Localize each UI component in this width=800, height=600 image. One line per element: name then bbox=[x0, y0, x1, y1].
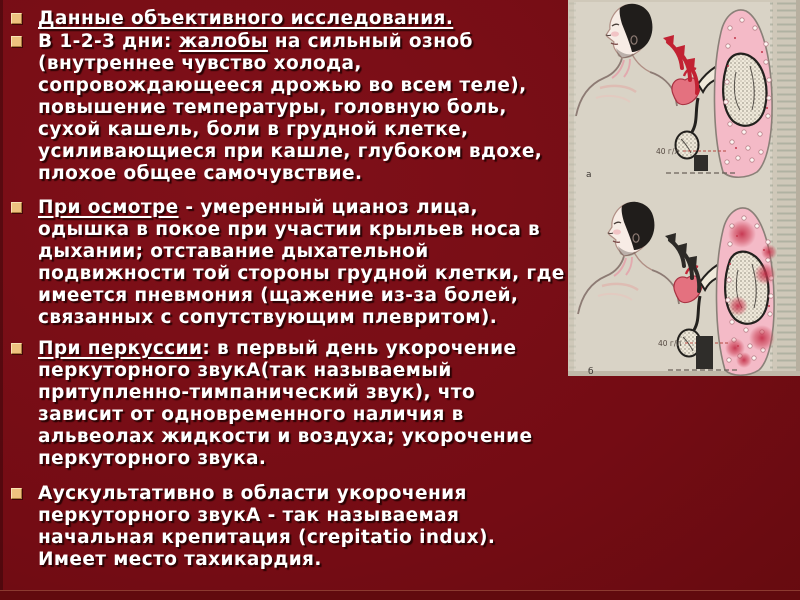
bullet-text: При перкуссии: в первый день укорочение перкуторного звукА(так называемый притупленно-тимпанический звук), что зависит от одновременного наличия в альвеолах жидкости и воздуха; укорочение перкуторного звука. bbox=[38, 338, 533, 469]
bullet-text: В 1-2-3 дни: жалобы на сильный озноб (внутреннее чувство холода, сопровождающееся дрожью во всем теле), повышение температуры, головную боль, сухой кашель, боли в грудной клетке, усиливающиеся при кашле, глубоком вдохе, плохое общее самочувствие. bbox=[38, 31, 543, 184]
figure-a-annotation: 40 г/л bbox=[656, 147, 680, 156]
bullet-square-icon bbox=[11, 36, 22, 47]
textbook-illustration bbox=[568, 0, 800, 376]
figure-a-density-bar bbox=[694, 155, 708, 171]
bullet-square-icon bbox=[11, 488, 22, 499]
figure-a-label: а bbox=[586, 170, 592, 180]
bottom-band bbox=[0, 590, 800, 600]
bullet-square-icon bbox=[11, 343, 22, 354]
bullet-text: Данные объективного исследования. bbox=[38, 8, 454, 29]
bullet-item bbox=[10, 483, 566, 571]
bullet-square-icon bbox=[11, 202, 22, 213]
pneumonia-stages-figure bbox=[568, 0, 800, 376]
figure-b-density-bar bbox=[696, 336, 713, 369]
bullet-square-icon bbox=[11, 13, 22, 24]
bullet-item bbox=[10, 197, 566, 329]
bullet-item bbox=[10, 31, 566, 185]
figure-b-label: б bbox=[588, 367, 594, 376]
figure-b-annotation: 40 г/л bbox=[658, 339, 682, 348]
slide-left-edge bbox=[0, 0, 3, 600]
bullet-text: Аускультативно в области укорочения перкуторного звукА - так называемая начальная крепитация (crepitatio indux). Имеет место тахикардия. bbox=[38, 483, 496, 570]
bullet-item bbox=[10, 8, 566, 30]
bullet-list bbox=[10, 8, 566, 571]
bullet-text: При осмотре - умеренный цианоз лица, одышка в покое при участии крыльев носа в дыхании; отставание дыхательной подвижности той стороны грудной клетки, где имеется пневмония (щажение из-за болей, связанных с сопутствующим плевритом). bbox=[38, 197, 565, 328]
bullet-item bbox=[10, 338, 566, 470]
